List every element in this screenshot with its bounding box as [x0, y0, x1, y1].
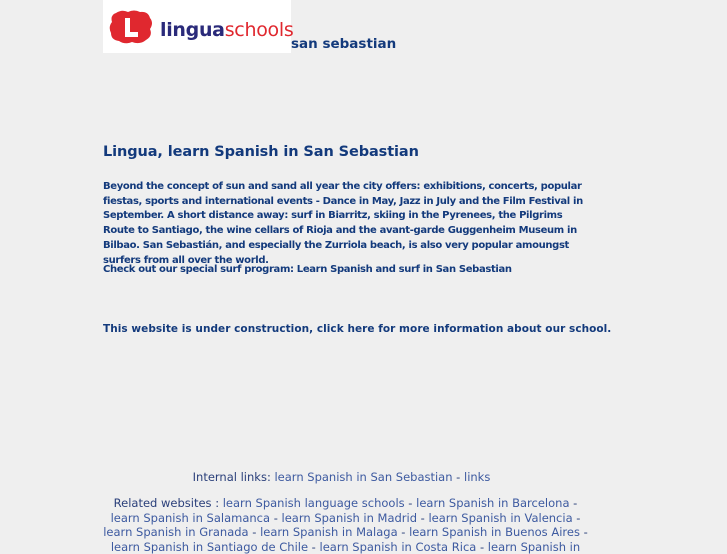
related-link-salamanca[interactable]: learn Spanish in Salamanca — [110, 510, 271, 525]
related-link-madrid[interactable]: learn Spanish in Madrid — [281, 510, 418, 525]
related-link-valencia[interactable]: learn Spanish in Valencia — [428, 510, 573, 525]
logo-l-icon — [108, 9, 154, 45]
related-websites-label: Related websites : — [113, 496, 220, 510]
related-link-granada[interactable]: learn Spanish in Granada — [103, 525, 249, 539]
related-link-buenos-aires[interactable]: learn Spanish in Buenos Aires — [409, 525, 580, 539]
more-info-link[interactable]: This website is under construction, click here for more information about our school. — [103, 323, 612, 335]
lingua-schools-logo[interactable] — [103, 0, 294, 53]
related-link-malaga[interactable]: learn Spanish in Malaga — [260, 525, 398, 539]
related-link-more[interactable]: learn Spanish in — [487, 539, 581, 554]
logo-text-schools: schools — [224, 19, 294, 41]
related-websites: Related websites : learn Spanish language schools - learn Spanish in Barcelona - learn Spanish in Salamanca - learn Spanish in Madrid - learn Spanish in Valencia - learn Spanish in Granada - learn Spanish in Malaga - learn Spanish in Buenos Aires - learn Spanish in Santiago de Chile - learn Spanish in Costa Rica - learn Spanish in — [103, 496, 588, 554]
related-link-language-schools[interactable]: learn Spanish language schools — [222, 496, 405, 510]
city-title: san sebastian — [291, 36, 397, 52]
surf-program-paragraph — [103, 264, 512, 275]
internal-link-san-sebastian[interactable]: learn Spanish in San Sebastian — [274, 470, 453, 484]
logo-text-lingua: lingua — [160, 19, 225, 41]
surf-program-link[interactable]: Check out our special surf program: Learn Spanish and surf in San Sebastian — [103, 264, 512, 275]
related-link-santiago-de-chile[interactable]: learn Spanish in Santiago de Chile — [110, 539, 309, 554]
internal-links: Internal links: learn Spanish in San Sebastian - links — [192, 470, 491, 484]
construction-paragraph — [103, 323, 611, 335]
site-header — [103, 0, 396, 53]
page-title: Lingua, learn Spanish in San Sebastian — [103, 144, 419, 160]
internal-links-label: Internal links: — [192, 470, 271, 484]
intro-paragraph: Beyond the concept of sun and sand all year the city offers: exhibitions, concerts, popular fiestas, sports and international events - Dance in May, Jazz in July and the Film Festival in September. A short distance away: surf in Biarritz, skiing in the Pyrenees, the Pilgrims Route to Santiago, the wine cellars of Rioja and the avant-garde Guggenheim Museum in Bilbao. San Sebastián, and especially the Zurriola beach, is also very popular amoungst surfers from all over the world. — [103, 181, 583, 266]
internal-link-links[interactable]: links — [464, 470, 491, 484]
logo-wordmark — [160, 21, 293, 40]
related-link-costa-rica[interactable]: learn Spanish in Costa Rica — [319, 539, 477, 554]
related-link-barcelona[interactable]: learn Spanish in Barcelona — [416, 496, 570, 510]
